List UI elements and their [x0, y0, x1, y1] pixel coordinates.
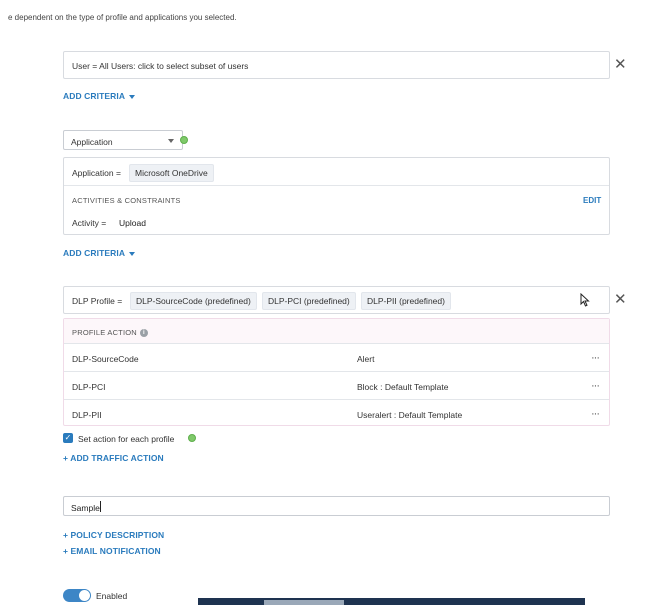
activity-value: Upload	[119, 218, 146, 228]
edit-activities-button[interactable]: EDIT	[583, 196, 602, 205]
application-chip[interactable]: Microsoft OneDrive	[129, 164, 214, 182]
policy-name-value: Sample	[71, 503, 100, 513]
application-label: Application =	[72, 168, 121, 178]
chevron-down-icon	[168, 139, 174, 143]
table-row	[64, 343, 609, 371]
profile-name: DLP-SourceCode	[72, 354, 139, 364]
add-criteria-button-2[interactable]	[63, 248, 135, 258]
add-criteria-label-2: ADD CRITERIA	[63, 248, 126, 258]
dlp-profile-label: DLP Profile =	[72, 296, 123, 306]
more-options-icon[interactable]: ···	[591, 380, 599, 392]
policy-name-input[interactable]	[63, 496, 610, 516]
mouse-cursor-icon	[580, 293, 590, 307]
profile-action-header-label: PROFILE ACTION	[72, 328, 137, 337]
profile-action-table	[63, 318, 610, 426]
status-valid-dot-icon	[180, 136, 188, 144]
policy-description-link[interactable]: + POLICY DESCRIPTION	[63, 530, 165, 540]
set-action-label: Set action for each profile	[78, 434, 175, 444]
overlay-panel-tab	[264, 600, 344, 605]
overlay-panel-edge	[198, 598, 585, 605]
dlp-profile-chip[interactable]: DLP-PCI (predefined)	[262, 292, 356, 310]
more-options-icon[interactable]: ···	[591, 408, 599, 420]
intro-text: e dependent on the type of profile and applications you selected.	[8, 13, 237, 22]
profile-action-header	[72, 328, 148, 337]
table-row	[64, 399, 609, 426]
toggle-knob	[79, 590, 90, 601]
profile-action-value: Block : Default Template	[357, 382, 449, 392]
text-caret	[100, 501, 101, 512]
user-criteria-text: User = All Users: click to select subset of users	[72, 61, 249, 71]
remove-dlp-criteria-close-icon[interactable]: ✕	[614, 291, 627, 308]
set-action-checkbox[interactable]: ✓	[64, 433, 72, 442]
dlp-profile-chip[interactable]: DLP-PII (predefined)	[361, 292, 451, 310]
info-icon[interactable]: i	[140, 329, 148, 337]
criteria-type-select[interactable]	[63, 130, 183, 150]
profile-action-header-row	[64, 319, 609, 343]
activity-label: Activity =	[72, 218, 107, 228]
table-row	[64, 371, 609, 399]
profile-action-value: Alert	[357, 354, 375, 364]
profile-action-value: Useralert : Default Template	[357, 410, 463, 420]
caret-down-icon	[129, 95, 135, 99]
more-options-icon[interactable]: ···	[591, 352, 599, 364]
enabled-label: Enabled	[96, 591, 128, 601]
dlp-profile-field[interactable]	[63, 286, 610, 314]
enabled-toggle[interactable]	[63, 589, 91, 602]
application-criteria-box	[63, 157, 610, 235]
remove-user-criteria-close-icon[interactable]: ✕	[614, 56, 627, 73]
user-criteria-field[interactable]	[63, 51, 610, 79]
dlp-profile-chip[interactable]: DLP-SourceCode (predefined)	[130, 292, 257, 310]
email-notification-link[interactable]: + EMAIL NOTIFICATION	[63, 546, 161, 556]
status-valid-dot-icon	[188, 434, 196, 442]
add-traffic-action-button[interactable]: + ADD TRAFFIC ACTION	[63, 453, 164, 463]
add-criteria-label: ADD CRITERIA	[63, 91, 126, 101]
add-criteria-button[interactable]	[63, 91, 135, 101]
activities-constraints-title: ACTIVITIES & CONSTRAINTS	[72, 196, 181, 205]
divider	[64, 185, 609, 186]
criteria-type-select-value: Application	[71, 137, 113, 147]
profile-name: DLP-PII	[72, 410, 102, 420]
caret-down-icon	[129, 252, 135, 256]
profile-name: DLP-PCI	[72, 382, 106, 392]
